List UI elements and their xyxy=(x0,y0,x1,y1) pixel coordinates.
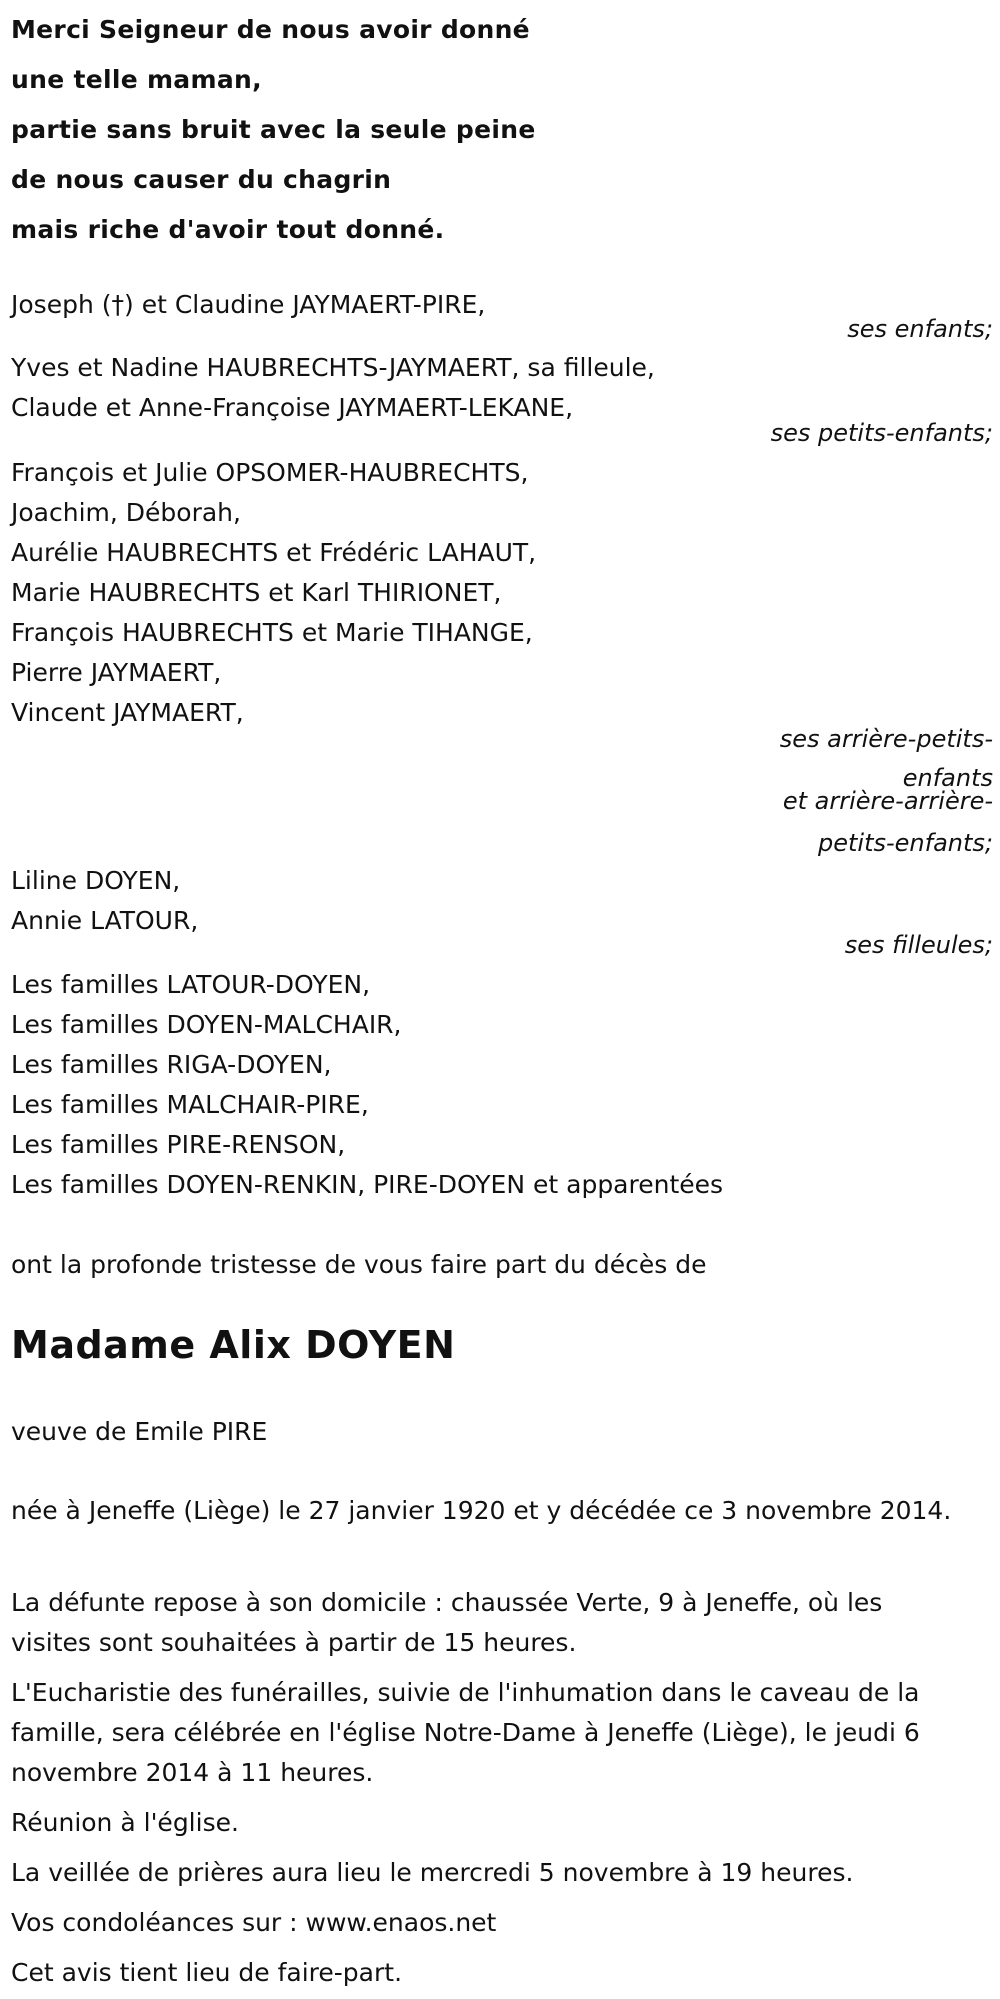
funeral-details: L'Eucharistie des funérailles, suivie de l'inhumation dans le caveau de la famille, sera célébrée en l'église Notre-Dame à Jeneffe (Liège), le jeudi 6 novembre 2014 à 11 heures. xyxy=(11,1678,920,1787)
grandchild-name: Claude et Anne-Françoise JAYMAERT-LEKANE, xyxy=(11,393,574,422)
family-name: Les familles PIRE-RENSON, xyxy=(11,1130,346,1159)
great-grandchild-name: François HAUBRECHTS et Marie TIHANGE, xyxy=(11,618,533,647)
great-grandchild-name: Marie HAUBRECHTS et Karl THIRIONET, xyxy=(11,578,502,607)
great-grandchild-name: Aurélie HAUBRECHTS et Frédéric LAHAUT, xyxy=(11,538,537,567)
family-name: Les familles DOYEN-RENKIN, PIRE-DOYEN et apparentées xyxy=(11,1170,724,1199)
role-great-grandchildren: ses arrière-petits- xyxy=(779,725,993,753)
birth-death-details: née à Jeneffe (Liège) le 27 janvier 1920 et y décédée ce 3 novembre 2014. xyxy=(11,1496,952,1525)
meeting-details: Réunion à l'église. xyxy=(11,1808,239,1837)
visitation-details: La défunte repose à son domicile : chaussée Verte, 9 à Jeneffe, où les visites sont souhaitées à partir de 15 heures. xyxy=(11,1588,883,1657)
poem-line: partie sans bruit avec la seule peine xyxy=(11,115,536,144)
role-great-great-grandchildren: et arrière-arrière- xyxy=(782,787,993,815)
goddaughter-name: Annie LATOUR, xyxy=(11,906,199,935)
great-grandchild-name: Pierre JAYMAERT, xyxy=(11,658,222,687)
poem-line: une telle maman, xyxy=(11,65,262,94)
notice-footer: Cet avis tient lieu de faire-part. xyxy=(11,1958,403,1987)
family-name: Les familles DOYEN-MALCHAIR, xyxy=(11,1010,402,1039)
role-great-great-grandchildren: petits-enfants; xyxy=(818,829,993,857)
poem-line: de nous causer du chagrin xyxy=(11,165,392,194)
family-name: Les familles MALCHAIR-PIRE, xyxy=(11,1090,369,1119)
poem-line: Merci Seigneur de nous avoir donné xyxy=(11,15,530,44)
condolences-details: Vos condoléances sur : www.enaos.net xyxy=(11,1908,497,1937)
widow-of: veuve de Emile PIRE xyxy=(11,1417,268,1446)
role-goddaughters: ses filleules; xyxy=(844,931,993,959)
role-children: ses enfants; xyxy=(847,315,993,343)
deceased-name: Madame Alix DOYEN xyxy=(11,1323,456,1367)
announcement-text: ont la profonde tristesse de vous faire part du décès de xyxy=(11,1250,707,1279)
child-name: Joseph (†) et Claudine JAYMAERT-PIRE, xyxy=(11,290,486,319)
great-grandchild-name: Joachim, Déborah, xyxy=(11,498,241,527)
family-name: Les familles LATOUR-DOYEN, xyxy=(11,970,371,999)
great-grandchild-name: Vincent JAYMAERT, xyxy=(11,698,244,727)
role-grandchildren: ses petits-enfants; xyxy=(770,419,993,447)
great-grandchild-name: François et Julie OPSOMER-HAUBRECHTS, xyxy=(11,458,529,487)
grandchild-name: Yves et Nadine HAUBRECHTS-JAYMAERT, sa filleule, xyxy=(11,353,655,382)
opening-poem xyxy=(11,5,611,255)
vigil-details: La veillée de prières aura lieu le mercredi 5 novembre à 19 heures. xyxy=(11,1858,854,1887)
goddaughter-name: Liline DOYEN, xyxy=(11,866,181,895)
poem-line: mais riche d'avoir tout donné. xyxy=(11,215,445,244)
family-name: Les familles RIGA-DOYEN, xyxy=(11,1050,332,1079)
role-great-grandchildren: enfants xyxy=(902,764,993,792)
